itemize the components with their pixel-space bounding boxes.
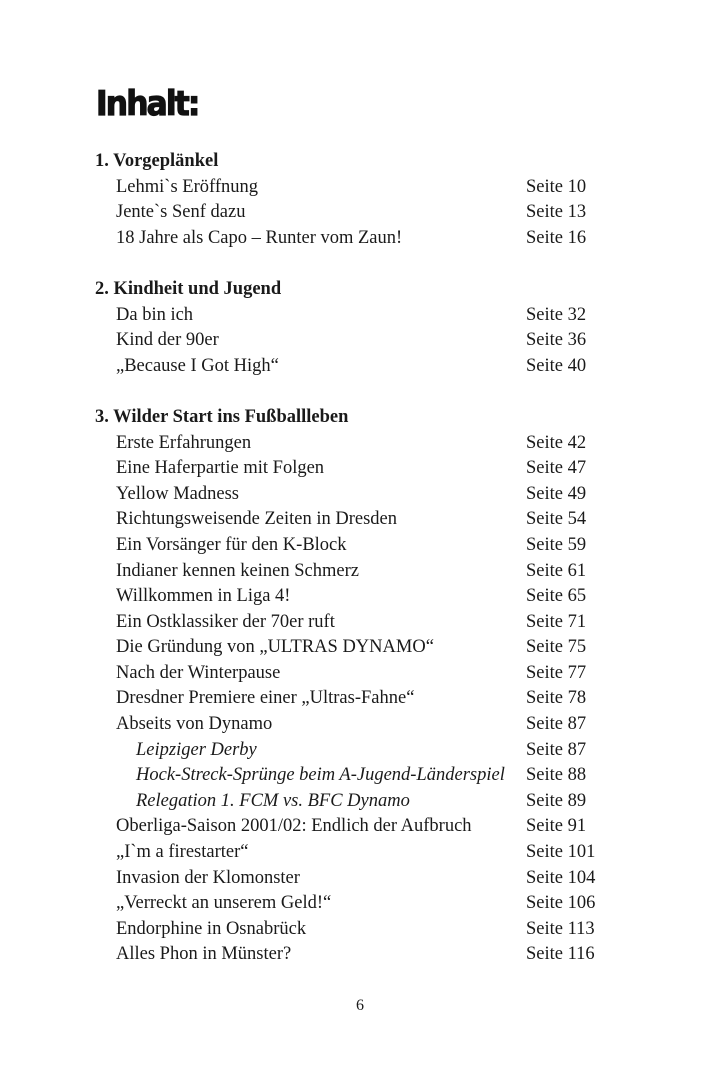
entry-title: Leipziger Derby	[136, 739, 257, 760]
entry-title: Relegation 1. FCM vs. BFC Dynamo	[136, 790, 410, 811]
toc-entry	[95, 175, 615, 201]
entry-title: Abseits von Dynamo	[116, 714, 273, 735]
toc-entry	[95, 354, 615, 380]
toc-entry	[95, 814, 615, 840]
toc-section	[95, 405, 615, 968]
toc-entry	[95, 559, 615, 585]
toc-entry	[95, 942, 615, 968]
entry-title: Kind der 90er	[116, 330, 219, 351]
entry-page-ref: Seite 13	[526, 202, 587, 223]
entry-title: Eine Haferpartie mit Folgen	[116, 458, 325, 479]
entry-page-ref: Seite 16	[526, 227, 587, 248]
entry-page-ref: Seite 88	[526, 765, 587, 786]
entry-title: „Because I Got High“	[116, 355, 279, 376]
entry-title: Hock-Streck-Sprünge beim A-Jugend-Länderspiel	[136, 765, 505, 786]
entry-title: Dresdner Premiere einer „Ultras-Fahne“	[116, 688, 415, 709]
toc-section	[95, 149, 615, 251]
entry-page-ref: Seite 49	[526, 483, 587, 504]
toc-entry	[95, 200, 615, 226]
entry-page-ref: Seite 71	[526, 611, 587, 632]
entry-title: „Verreckt an unserem Geld!“	[116, 893, 332, 914]
entry-title: Invasion der Klomonster	[116, 867, 300, 888]
entry-title: Ein Ostklassiker der 70er ruft	[116, 611, 335, 632]
section-heading: 2. Kindheit und Jugend	[95, 278, 282, 299]
toc-entry	[95, 533, 615, 559]
entry-page-ref: Seite 87	[526, 714, 587, 735]
toc-entry	[95, 840, 615, 866]
entry-page-ref: Seite 47	[526, 458, 587, 479]
toc-entry	[95, 635, 615, 661]
toc-entry	[95, 584, 615, 610]
entry-page-ref: Seite 10	[526, 176, 587, 197]
entry-page-ref: Seite 36	[526, 330, 587, 351]
toc-title: Inhalt:	[96, 84, 199, 124]
page-number: 6	[356, 997, 364, 1014]
entry-page-ref: Seite 61	[526, 560, 587, 581]
entry-title: Yellow Madness	[116, 483, 240, 504]
toc-entry	[95, 686, 615, 712]
toc-entry	[95, 507, 615, 533]
toc-entry	[95, 610, 615, 636]
section-heading: 3. Wilder Start ins Fußballleben	[95, 406, 349, 427]
table-of-contents	[95, 149, 615, 994]
entry-page-ref: Seite 59	[526, 534, 587, 555]
toc-entry	[95, 303, 615, 329]
entry-page-ref: Seite 75	[526, 637, 587, 658]
entry-title: Lehmi`s Eröffnung	[116, 176, 258, 197]
entry-title: Oberliga-Saison 2001/02: Endlich der Aufbruch	[116, 816, 472, 837]
entry-page-ref: Seite 78	[526, 688, 587, 709]
entry-page-ref: Seite 106	[526, 893, 596, 914]
entry-page-ref: Seite 116	[526, 944, 595, 965]
entry-page-ref: Seite 54	[526, 509, 587, 530]
entry-page-ref: Seite 91	[526, 816, 587, 837]
entry-title: Alles Phon in Münster?	[116, 944, 292, 965]
toc-entry	[95, 482, 615, 508]
entry-page-ref: Seite 87	[526, 739, 587, 760]
toc-entry	[95, 661, 615, 687]
toc-subentry	[95, 763, 615, 789]
entry-title: Jente`s Senf dazu	[116, 202, 246, 223]
entry-title: Richtungsweisende Zeiten in Dresden	[116, 509, 398, 530]
entry-page-ref: Seite 77	[526, 662, 587, 683]
entry-page-ref: Seite 89	[526, 790, 587, 811]
toc-subentry	[95, 789, 615, 815]
entry-page-ref: Seite 42	[526, 432, 587, 453]
entry-title: Die Gründung von „ULTRAS DYNAMO“	[116, 637, 434, 658]
toc-entry	[95, 456, 615, 482]
entry-title: Erste Erfahrungen	[116, 432, 252, 453]
entry-title: „I`m a firestarter“	[116, 842, 249, 863]
toc-entry	[95, 328, 615, 354]
toc-entry	[95, 226, 615, 252]
entry-title: Da bin ich	[116, 304, 194, 325]
entry-page-ref: Seite 101	[526, 842, 596, 863]
entry-title: Nach der Winterpause	[116, 662, 281, 683]
entry-title: 18 Jahre als Capo – Runter vom Zaun!	[116, 227, 403, 248]
entry-page-ref: Seite 32	[526, 304, 587, 325]
toc-entry	[95, 866, 615, 892]
toc-section	[95, 277, 615, 379]
entry-title: Ein Vorsänger für den K-Block	[116, 534, 347, 555]
entry-title: Endorphine in Osnabrück	[116, 918, 307, 939]
section-heading: 1. Vorgeplänkel	[95, 151, 219, 171]
toc-entry	[95, 891, 615, 917]
entry-page-ref: Seite 40	[526, 355, 587, 376]
entry-title: Indianer kennen keinen Schmerz	[116, 560, 359, 581]
toc-entry	[95, 431, 615, 457]
toc-subentry	[95, 738, 615, 764]
entry-page-ref: Seite 113	[526, 918, 595, 939]
entry-page-ref: Seite 104	[526, 867, 596, 888]
toc-entry	[95, 712, 615, 738]
entry-page-ref: Seite 65	[526, 586, 587, 607]
entry-title: Willkommen in Liga 4!	[116, 586, 291, 607]
toc-entry	[95, 917, 615, 943]
